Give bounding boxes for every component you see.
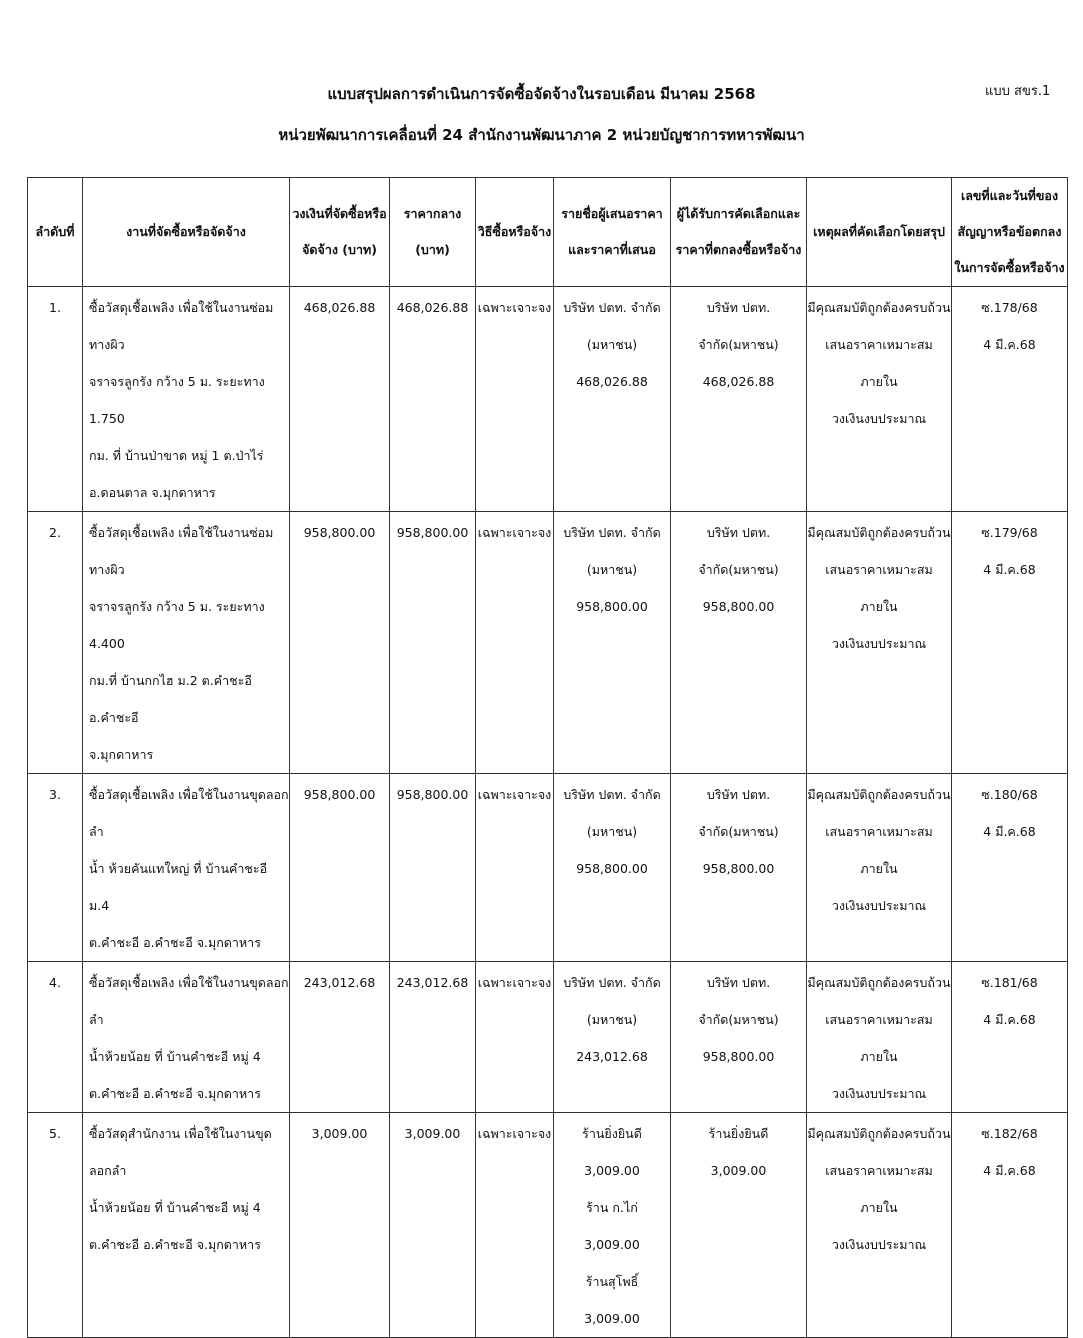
cell-work: ซื้อวัสดุสำนักงาน เพื่อใช้ในงานขุดลอกลำ น้ำห้วยน้อย ที่ บ้านคำชะอี หมู่ 4 ต.คำชะอี อ.คำชะอี จ.มุกดาหาร (83, 1113, 290, 1338)
cell-median-price: 243,012.68 (390, 962, 476, 1113)
header-row (28, 178, 1068, 287)
cell-contract: ซ.181/68 4 มี.ค.68 (952, 962, 1068, 1113)
cell-method: เฉพาะเจาะจง (476, 287, 554, 512)
cell-median-price: 468,026.88 (390, 287, 476, 512)
cell-work: ซื้อวัสดุเชื้อเพลิง เพื่อใช้ในงานขุดลอกลำ น้ำห้วยน้อย ที่ บ้านคำชะอี หมู่ 4 ต.คำชะอี อ.คำชะอี จ.มุกดาหาร (83, 962, 290, 1113)
cell-contract: ซ.180/68 4 มี.ค.68 (952, 774, 1068, 962)
cell-no: 1. (28, 287, 83, 512)
cell-bidders: ร้านยิ่งยินดี 3,009.00 ร้าน ก.ไก่ 3,009.00 ร้านสุโพธิ์ 3,009.00 (554, 1113, 671, 1338)
cell-work: ซื้อวัสดุเชื้อเพลิง เพื่อใช้ในงานซ่อมทางผิว จราจรลูกรัง กว้าง 5 ม. ระยะทาง 4.400 กม.ที่ บ้านกกไฮ ม.2 ต.คำชะอี อ.คำชะอี จ.มุกดาหาร (83, 512, 290, 774)
cell-no: 5. (28, 1113, 83, 1338)
header-winner: ผู้ได้รับการคัดเลือกและ ราคาที่ตกลงซื้อหรือจ้าง (671, 178, 807, 287)
cell-work: ซื้อวัสดุเชื้อเพลิง เพื่อใช้ในงานขุดลอกลำ น้ำ ห้วยคันแทใหญ่ ที่ บ้านคำชะอี ม.4 ต.คำชะอี อ.คำชะอี จ.มุกดาหาร (83, 774, 290, 962)
cell-method: เฉพาะเจาะจง (476, 512, 554, 774)
cell-budget: 958,800.00 (290, 512, 390, 774)
document-title: แบบสรุปผลการดำเนินการจัดซื้อจัดจ้างในรอบเดือน มีนาคม 2568 (327, 85, 756, 103)
table-row (28, 512, 1068, 774)
table-row (28, 1113, 1068, 1338)
table-row (28, 962, 1068, 1113)
cell-winner: ร้านยิ่งยินดี 3,009.00 (671, 1113, 807, 1338)
cell-winner: บริษัท ปตท. จำกัด(มหาชน) 958,800.00 (671, 512, 807, 774)
cell-no: 4. (28, 962, 83, 1113)
header-method: วิธีซื้อหรือจ้าง (476, 178, 554, 287)
cell-winner: บริษัท ปตท. จำกัด(มหาชน) 958,800.00 (671, 962, 807, 1113)
document-subtitle: หน่วยพัฒนาการเคลื่อนที่ 24 สำนักงานพัฒนาภาค 2 หน่วยบัญชาการทหารพัฒนา (278, 126, 805, 144)
cell-bidders: บริษัท ปตท. จำกัด (มหาชน) 958,800.00 (554, 512, 671, 774)
cell-winner: บริษัท ปตท. จำกัด(มหาชน) 958,800.00 (671, 774, 807, 962)
header-contract: เลขที่และวันที่ของ สัญญาหรือข้อตกลง ในการจัดซื้อหรือจ้าง (952, 178, 1068, 287)
cell-median-price: 958,800.00 (390, 512, 476, 774)
cell-budget: 958,800.00 (290, 774, 390, 962)
header-budget: วงเงินที่จัดซื้อหรือ จัดจ้าง (บาท) (290, 178, 390, 287)
cell-reason: มีคุณสมบัติถูกต้องครบถ้วน เสนอราคาเหมาะสมภายใน วงเงินงบประมาณ (807, 1113, 952, 1338)
cell-budget: 243,012.68 (290, 962, 390, 1113)
cell-median-price: 958,800.00 (390, 774, 476, 962)
cell-method: เฉพาะเจาะจง (476, 962, 554, 1113)
cell-budget: 468,026.88 (290, 287, 390, 512)
cell-budget: 3,009.00 (290, 1113, 390, 1338)
header-no: ลำดับที่ (28, 178, 83, 287)
cell-bidders: บริษัท ปตท. จำกัด (มหาชน) 958,800.00 (554, 774, 671, 962)
cell-bidders: บริษัท ปตท. จำกัด (มหาชน) 243,012.68 (554, 962, 671, 1113)
cell-bidders: บริษัท ปตท. จำกัด (มหาชน) 468,026.88 (554, 287, 671, 512)
form-code: แบบ สขร.1 (985, 84, 1051, 99)
header-bidders: รายชื่อผู้เสนอราคา และราคาที่เสนอ (554, 178, 671, 287)
header-median-price: ราคากลาง (บาท) (390, 178, 476, 287)
cell-no: 3. (28, 774, 83, 962)
cell-method: เฉพาะเจาะจง (476, 1113, 554, 1338)
cell-contract: ซ.178/68 4 มี.ค.68 (952, 287, 1068, 512)
cell-median-price: 3,009.00 (390, 1113, 476, 1338)
cell-winner: บริษัท ปตท. จำกัด(มหาชน) 468,026.88 (671, 287, 807, 512)
cell-reason: มีคุณสมบัติถูกต้องครบถ้วน เสนอราคาเหมาะสมภายใน วงเงินงบประมาณ (807, 962, 952, 1113)
cell-reason: มีคุณสมบัติถูกต้องครบถ้วน เสนอราคาเหมาะสมภายใน วงเงินงบประมาณ (807, 512, 952, 774)
cell-method: เฉพาะเจาะจง (476, 774, 554, 962)
header-reason: เหตุผลที่คัดเลือกโดยสรุป (807, 178, 952, 287)
cell-reason: มีคุณสมบัติถูกต้องครบถ้วน เสนอราคาเหมาะสมภายใน วงเงินงบประมาณ (807, 774, 952, 962)
cell-contract: ซ.179/68 4 มี.ค.68 (952, 512, 1068, 774)
table-row (28, 287, 1068, 512)
cell-no: 2. (28, 512, 83, 774)
procurement-table (27, 177, 1068, 1338)
header-work: งานที่จัดซื้อหรือจัดจ้าง (83, 178, 290, 287)
table-row (28, 774, 1068, 962)
cell-contract: ซ.182/68 4 มี.ค.68 (952, 1113, 1068, 1338)
cell-work: ซื้อวัสดุเชื้อเพลิง เพื่อใช้ในงานซ่อมทางผิว จราจรลูกรัง กว้าง 5 ม. ระยะทาง 1.750 กม. ที่ บ้านป่าขาด หมู่ 1 ต.ป่าไร่ อ.ดอนตาล จ.มุกดาหาร (83, 287, 290, 512)
cell-reason: มีคุณสมบัติถูกต้องครบถ้วน เสนอราคาเหมาะสมภายใน วงเงินงบประมาณ (807, 287, 952, 512)
